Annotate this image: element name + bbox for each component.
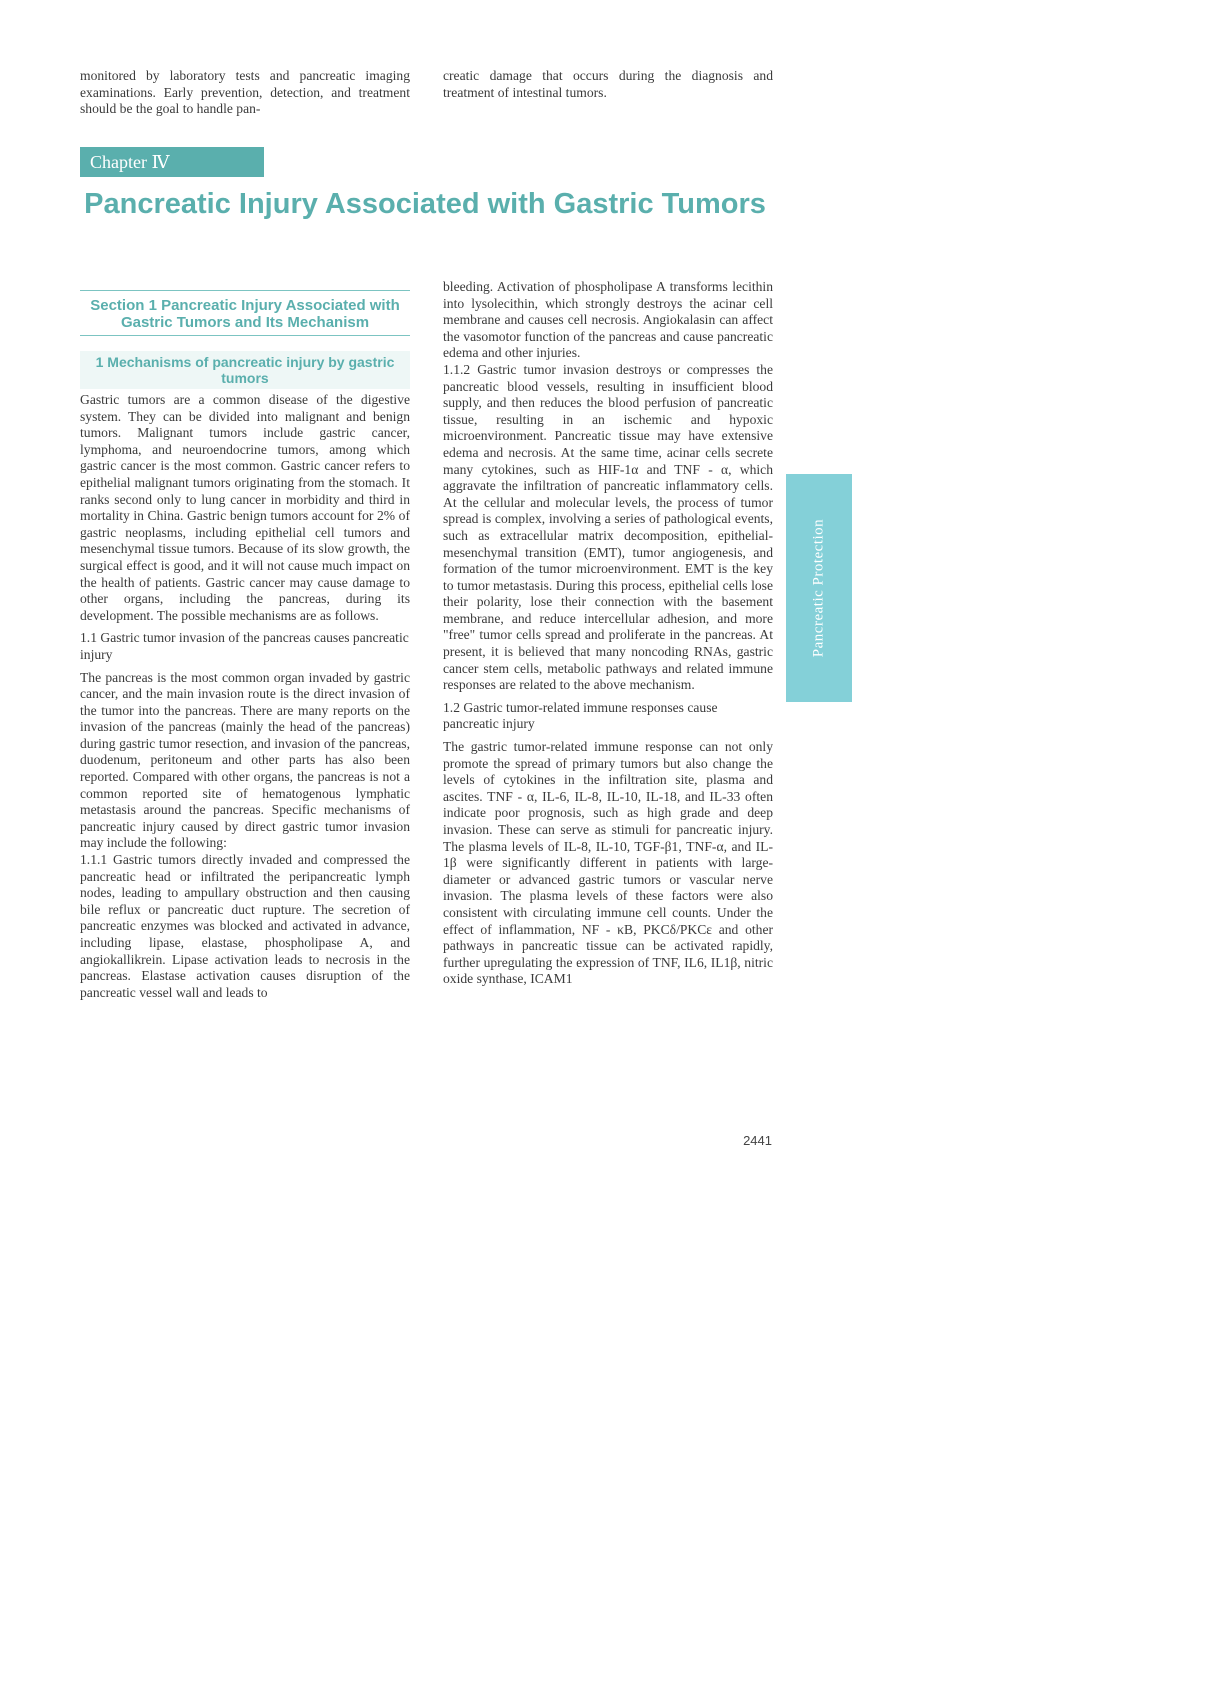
page-number: 2441 (743, 1133, 772, 1148)
paragraph-1-1-2: 1.1.2 Gastric tumor invasion destroys or compresses the pancreatic blood vessels, resulting in insufficient blood supply, and then reduces the blood perfusion of pancreatic tissue, resulting in an ischemic and hypoxic microenvironment. Pancreatic tissue may have extensive edema and necrosis. At the same time, acinar cells secrete many cytokines, such as HIF-1α and TNF - α, which aggravate the infiltration of pancreatic inflammatory cells. At the cellular and molecular levels, the process of tumor spread is complex, involving a series of pathological events, such as extracellular matrix decomposition, epithelial-mesenchymal transition (EMT), tumor angiogenesis, and formation of the tumor microenvironment. EMT is the key to tumor metastasis. During this process, epithelial cells lose their polarity, lose their connection with the basement membrane, and reduce intercellular adhesion, and more "free" tumor cells spread and proliferate in the pancreas. At present, it is believed that many noncoding RNAs, gastric cancer stem cells, metabolic pathways and related immune responses are related to the above mechanism. (443, 361, 773, 693)
subsection-heading: 1 Mechanisms of pancreatic injury by gastric tumors (80, 351, 410, 389)
chapter-tag: Chapter Ⅳ (80, 147, 264, 177)
paragraph-continued: bleeding. Activation of phospholipase A transforms lecithin into lysolecithin, which strongly destroys the acinar cell membrane and causes cell necrosis. Angiokalasin can affect the vasomotor function of the pancreas and cause pancreatic edema and other injuries. (443, 279, 773, 361)
section-heading: Section 1 Pancreatic Injury Associated with Gastric Tumors and Its Mechanism (80, 290, 410, 336)
top-left-text (80, 68, 410, 118)
right-column (443, 279, 773, 988)
side-tab (786, 474, 852, 702)
top-left-paragraph: monitored by laboratory tests and pancreatic imaging examinations. Early prevention, detection, and treatment should be the goal to handle pan- (80, 68, 410, 117)
intro-paragraph: Gastric tumors are a common disease of the digestive system. They can be divided into malignant and benign tumors. Malignant tumors include gastric cancer, lymphoma, and neuroendocrine tumors, among which gastric cancer is the most common. Gastric cancer refers to epithelial malignant tumors originating from the stomach. It ranks second only to lung cancer in morbidity and third in mortality in China. Gastric benign tumors account for 2% of gastric neoplasms, including epithelial cell tumors and mesenchymal tissue tumors. Because of its slow growth, the surgical effect is good, and it will not cause much impact on the health of patients. Gastric cancer may cause damage to other organs, including the pancreas, during its development. The possible mechanisms are as follows. (80, 392, 410, 623)
top-right-paragraph: creatic damage that occurs during the diagnosis and treatment of intestinal tumors. (443, 68, 773, 100)
subheading-1-1: 1.1 Gastric tumor invasion of the pancreas causes pancreatic injury (80, 630, 409, 662)
paragraph-1-1: The pancreas is the most common organ invaded by gastric cancer, and the main invasion route is the direct invasion of the tumor into the pancreas. There are many reports on the invasion of the pancreas (mainly the head of the pancreas) during gastric tumor resection, and invasion of the pancreas, duodenum, peritoneum and other parts has also been reported. Compared with other organs, the pancreas is not a common reported site of hematogenous lymphatic metastasis around the pancreas. Specific mechanisms of pancreatic injury caused by direct gastric tumor invasion may include the following: (80, 669, 410, 851)
paragraph-1-1-1: 1.1.1 Gastric tumors directly invaded and compressed the pancreatic head or infiltrated the peripancreatic lymph nodes, leading to ampullary obstruction and then causing bile reflux or pancreatic duct rupture. The secretion of pancreatic enzymes was blocked and activated in advance, including lipase, elastase, phospholipase A, and angiokallikrein. Lipase activation leads to necrosis in the pancreas. Elastase activation causes disruption of the pancreatic vessel wall and leads to (80, 852, 410, 1000)
left-column (80, 392, 410, 1001)
chapter-title: Pancreatic Injury Associated with Gastric Tumors (84, 188, 766, 220)
subheading-1-2: 1.2 Gastric tumor-related immune responses cause pancreatic injury (443, 699, 718, 732)
paragraph-1-2: The gastric tumor-related immune response can not only promote the spread of primary tumors but also change the levels of cytokines in the infiltration site, plasma and ascites. TNF - α, IL-6, IL-8, IL-10, IL-18, and IL-33 often indicate poor prognosis, such as high grade and deep invasion. These can serve as stimuli for pancreatic injury. The plasma levels of IL-8, IL-10, TGF-β1, TNF-α, and IL-1β were significantly different in patients with large-diameter or advanced gastric tumors or vascular nerve invasion. The plasma levels of these factors were also consistent with circulating immune cell counts. Under the effect of inflammation, NF - κB, PKCδ/PKCε and other pathways in pancreatic tissue can be activated rapidly, further upregulating the expression of TNF, IL6, IL1β, nitric oxide synthase, ICAM1 (443, 739, 773, 987)
side-tab-label: Pancreatic Protection (810, 518, 827, 658)
top-right-text (443, 68, 773, 101)
